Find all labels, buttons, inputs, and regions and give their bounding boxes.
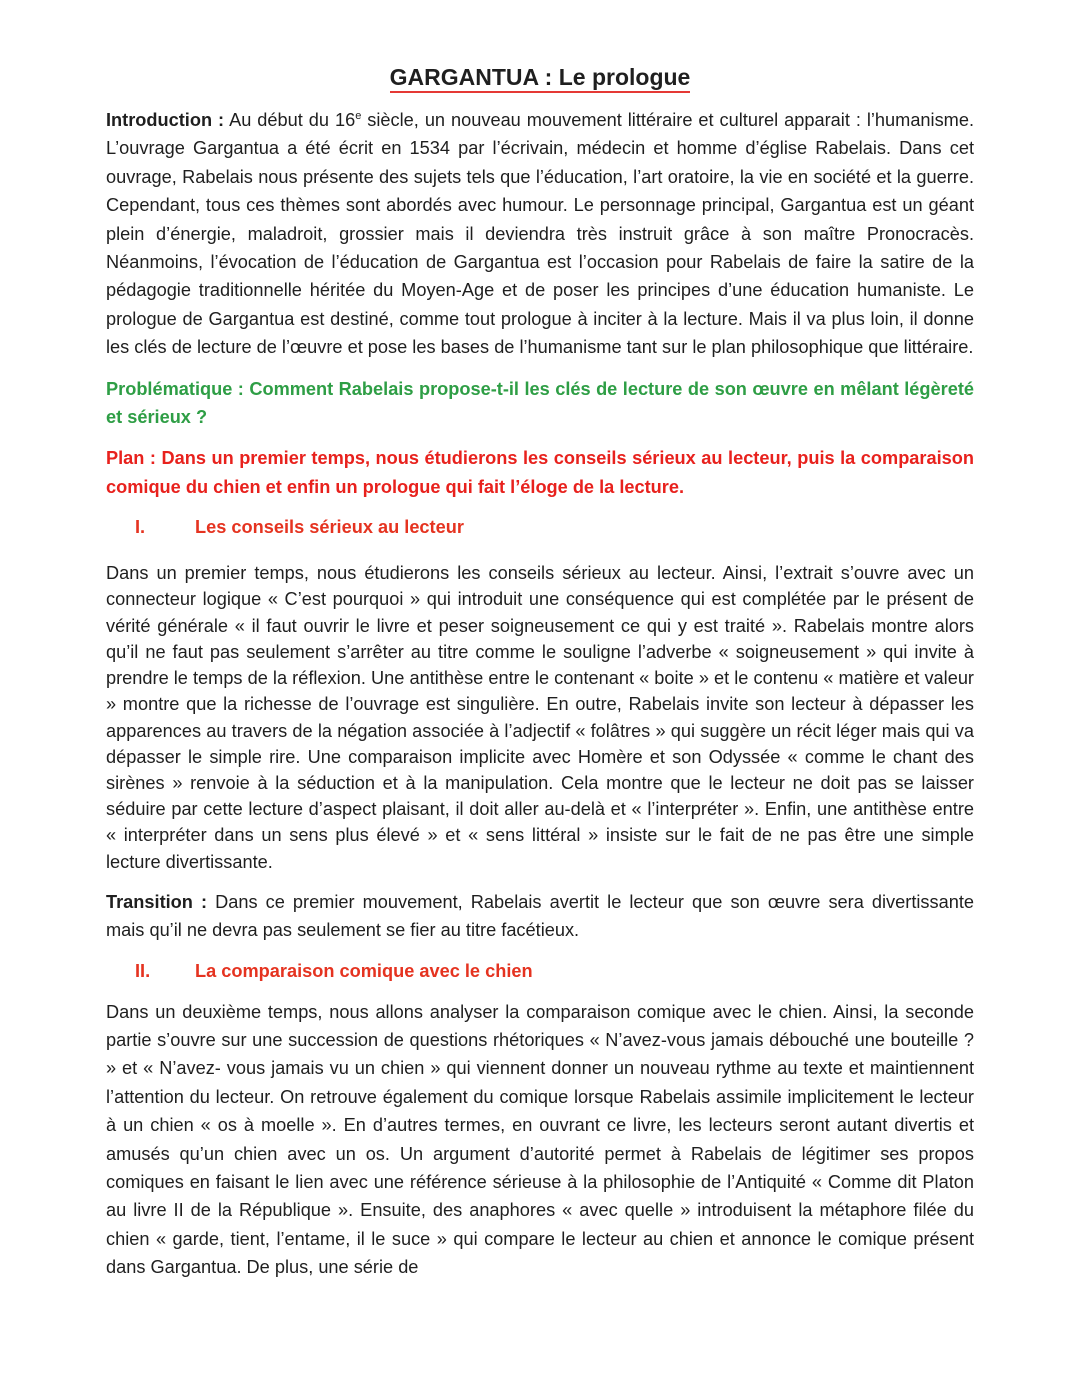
introduction-text-start: Au début du 16 xyxy=(224,110,356,130)
introduction-label: Introduction : xyxy=(106,110,225,130)
section-1-title: Les conseils sérieux au lecteur xyxy=(195,517,464,538)
transition-label: Transition : xyxy=(106,891,208,912)
section-1-number: I. xyxy=(135,517,146,538)
section-1-body: Dans un premier temps, nous étudierons les conseils sérieux au lecteur. Ainsi, l’extrait s’ouvre avec un connecteur logique « C’est pourquoi » qui introduit une conséquence qui est complétée par le présent de vérité générale « il faut ouvrir le livre et peser soigneusement ce qui y est traité ». Rabelais montre alors qu’il ne faut pas seulement s’arrêter au titre comme le souligne l’adverbe « soigneusement » qui invite à prendre le temps de la réflexion. Une antithèse entre le contenant « boite » et le contenu « matière et valeur » montre que la richesse de l’ouvrage est singulière. En outre, Rabelais invite son lecteur à dépasser les apparences au travers de la négation associée à l’adjectif « folâtres » qui suggère un récit léger mais qui va dépasser le simple rire. Une comparaison implicite avec Homère et son Odyssée « comme le chant des sirènes » renvoie à la séduction et à la manipulation. Cela montre que le lecteur ne doit pas se laisser séduire par cette lecture d’aspect plaisant, il doit aller au-delà et « l’interpréter ». Enfin, une antithèse entre « interpréter dans un sens plus élevé » et « sens littéral » insiste sur le fait de ne pas être une simple lecture divertissante. xyxy=(106,563,974,872)
section-1-heading xyxy=(106,513,974,541)
introduction-paragraph xyxy=(106,106,974,362)
introduction-text-rest: siècle, un nouveau mouvement littéraire et culturel apparait : l’humanisme. L’ouvrage Gargantua a été écrit en 1534 par l’écrivain, médecin et homme d’église Rabelais. Dans cet ouvrage, Rabelais nous présente des sujets tels que l’éducation, l’art oratoire, la vie en société et la guerre. Cependant, tous ces thèmes sont abordés avec humour. Le personnage principal, Gargantua est un géant plein d’énergie, maladroit, grossier mais il deviendra très instruit grâce à son maître Pronocracès. Néanmoins, l’évocation de l’éducation de Gargantua est l’occasion pour Rabelais de faire la satire de la pédagogie traditionnelle héritée du Moyen-Age et de poser les principes d’une éducation humaniste. Le prologue de Gargantua est destiné, comme tout prologue à inciter à la lecture. Mais il va plus loin, il donne les clés de lecture de l’œuvre et pose les bases de l’humanisme tant sur le plan philosophique que littéraire. xyxy=(106,110,975,358)
transition-text: Dans ce premier mouvement, Rabelais avertit le lecteur que son œuvre sera divertissante mais qu’il ne devra pas seulement se fier au titre facétieux. xyxy=(106,891,974,941)
transition-paragraph xyxy=(106,888,974,945)
section-2-title: La comparaison comique avec le chien xyxy=(195,960,533,981)
section-2-heading xyxy=(106,957,974,985)
section-2-body: Dans un deuxième temps, nous allons analyser la comparaison comique avec le chien. Ainsi, la seconde partie s’ouvre sur une succession de questions rhétoriques « N’avez-vous jamais débouché une bouteille ? » et « N’avez- vous jamais vu un chien » qui viennent donner un nouveau rythme au texte et maintiennent l’attention du lecteur. On retrouve également du comique lorsque Rabelais assimile implicitement le lecteur à un chien « os à moelle ». En d’autres termes, en ouvrant ce livre, les lecteurs seront autant divertis et amusés qu’un chien avec un os. Un argument d’autorité permet à Rabelais de légitimer ses propos comiques en faisant le lien avec une référence sérieuse à la philosophie de l’Antiquité « Comme dit Platon au livre II de la République ». Ensuite, des anaphores « avec quelle » introduisent la métaphore filée du chien « garde, tient, l’entame, il le suce » qui compare le lecteur au chien et annonce le comique présent dans Gargantua. De plus, une série de xyxy=(106,1001,974,1278)
page-title-text: GARGANTUA : Le prologue xyxy=(390,64,691,93)
century-superscript: e xyxy=(355,109,362,122)
plan-paragraph: Plan : Dans un premier temps, nous étudierons les conseils sérieux au lecteur, puis la comparaison comique du chien et enfin un prologue qui fait l’éloge de la lecture. xyxy=(106,448,974,497)
page-title xyxy=(106,62,974,92)
problematique-paragraph: Problématique : Comment Rabelais propose-t-il les clés de lecture de son œuvre en mêlant légèreté et sérieux ? xyxy=(106,378,974,428)
section-2-number: II. xyxy=(135,960,151,981)
